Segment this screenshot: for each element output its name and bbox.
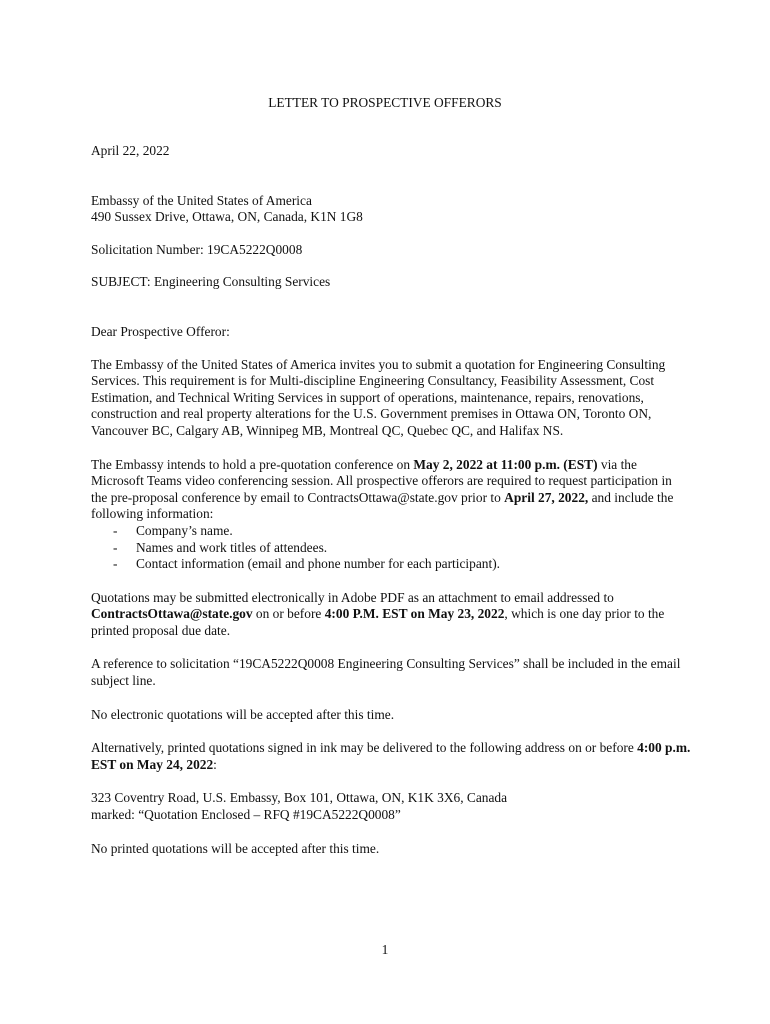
address-line-1: Embassy of the United States of America [91,192,312,208]
conference-text-2: via the Microsoft Teams video conferencing session. All prospective offerors are required to request participation in the pre-proposal conference by email to ContractsOttawa@state.gov prior to [91,456,672,505]
subject-line: SUBJECT: Engineering Consulting Services [91,274,331,290]
salutation: Dear Prospective Offeror: [91,323,230,339]
printed-deadline: 4:00 p.m. EST on May 24, 2022 [91,740,691,772]
conference-text-3: and include the following information: [91,489,674,522]
list-dash: - [113,539,118,555]
intro-paragraph: The Embassy of the United States of America invites you to submit a quotation for Engineering Consulting Services. This requirement is for Multi-discipline Engineering Consultancy, Feasibility Assessment, Cost Estimation, and Technical Writing Services in support of operations, maintenance, repairs, renovations, construction and real property alterations for the U.S. Government premises in Ottawa ON, Toronto ON, Vancouver BC, Calgary AB, Winnipeg MB, Montreal QC, Quebec QC, and Halifax NS. [91,356,666,438]
alternative-text-2: : [213,756,217,772]
list-item-text: Contact information (email and phone number for each participant). [136,556,501,572]
address-line-2: 490 Sussex Drive, Ottawa, ON, Canada, K1N 1G8 [91,209,363,225]
electronic-deadline: 4:00 P.M. EST on May 23, 2022 [324,606,505,622]
embassy-address [91,193,691,226]
no-printed-paragraph: No printed quotations will be accepted after this time. [91,840,380,856]
list-dash: - [113,556,118,572]
letter-date: April 22, 2022 [91,143,170,158]
delivery-line-2: marked: “Quotation Enclosed – RFQ #19CA5222Q0008” [91,807,401,823]
quotations-text-2: on or before [252,606,325,622]
conference-text-1: The Embassy intends to hold a pre-quotation conference on [91,456,414,472]
list-dash: - [113,522,118,538]
required-info-list [91,523,691,573]
alternative-paragraph [91,740,691,773]
quotations-text-3: , which is one day prior to the printed proposal due date. [91,606,665,638]
delivery-line-1: 323 Coventry Road, U.S. Embassy, Box 101, Ottawa, ON, K1K 3X6, Canada [91,790,508,806]
list-item-text: Company’s name. [136,522,233,538]
list-item [91,540,691,557]
list-item [91,556,691,573]
delivery-address [91,790,691,823]
contracts-email: ContractsOttawa@state.gov [91,606,253,622]
letter-title: LETTER TO PROSPECTIVE OFFERORS [268,95,502,110]
letter-body [91,143,691,857]
reference-paragraph: A reference to solicitation “19CA5222Q0008 Engineering Consulting Services” shall be included in the email subject line. [91,656,681,689]
no-electronic-paragraph: No electronic quotations will be accepted after this time. [91,706,395,722]
registration-deadline: April 27, 2022, [504,489,589,505]
alternative-text-1: Alternatively, printed quotations signed in ink may be delivered to the following address on or before [91,740,638,756]
conference-date: May 2, 2022 at 11:00 p.m. (EST) [413,456,598,472]
solicitation-number: Solicitation Number: 19CA5222Q0008 [91,241,303,257]
quotations-text-1: Quotations may be submitted electronically in Adobe PDF as an attachment to email addressed to [91,589,614,605]
list-item [91,523,691,540]
page-number: 1 [381,942,389,957]
quotations-paragraph [91,590,691,640]
conference-paragraph [91,457,691,573]
list-item-text: Names and work titles of attendees. [136,539,328,555]
